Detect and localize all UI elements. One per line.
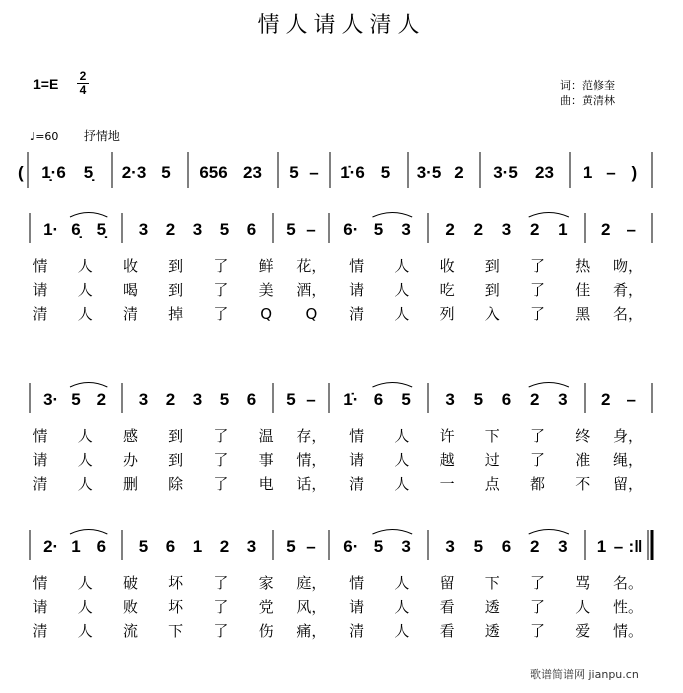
- lyric-char: 家: [258, 574, 274, 592]
- score-note: 5: [473, 537, 484, 556]
- score-note: 2: [601, 390, 611, 409]
- lyric-char: 列: [439, 305, 455, 323]
- lyric-char: 人: [77, 427, 93, 445]
- score-note: 3: [401, 537, 411, 556]
- lyric-char: 了: [213, 451, 229, 469]
- lyric-char: 透: [484, 598, 500, 616]
- score-note: 5: [138, 537, 149, 556]
- lyric-char: 到: [484, 281, 500, 299]
- lyric-char: 电: [258, 475, 274, 493]
- lyric-char: 到: [484, 257, 500, 275]
- key-signature: 1=E: [33, 76, 59, 92]
- score-note: 3: [192, 390, 203, 409]
- slur: [529, 383, 569, 388]
- score-note: 6: [246, 220, 257, 239]
- lyric-char: 爱: [575, 622, 591, 640]
- lyric-char: 请: [349, 598, 365, 616]
- composer-credit: 曲：黄清林: [560, 94, 615, 107]
- score-note: 6: [165, 537, 176, 556]
- score-note: 1: [596, 537, 607, 556]
- lyric-char: 清: [32, 475, 48, 493]
- intro-note: 1̇·6: [340, 163, 365, 182]
- lyric-char: 情: [349, 427, 365, 445]
- lyric-char: 准: [575, 451, 591, 469]
- lyric-char: 热: [575, 257, 591, 275]
- lyric-char: 吃: [439, 281, 455, 299]
- lyric-char: 了: [530, 622, 546, 640]
- score-note: 3: [138, 220, 149, 239]
- lyric-char: 痛，: [296, 622, 327, 640]
- intro-note: 5: [289, 163, 299, 182]
- lyric-char: 收: [439, 257, 455, 275]
- score-note: –: [613, 537, 624, 556]
- lyric-char: 清: [349, 622, 365, 640]
- lyric-char: 终: [575, 427, 591, 445]
- lyric-char: 温: [258, 427, 274, 445]
- lyric-char: 人: [394, 598, 410, 616]
- lyric-char: 除: [168, 475, 184, 493]
- score-note: 3: [558, 390, 568, 409]
- time-signature-top: 2: [79, 69, 87, 83]
- time-signature-bottom: 4: [79, 83, 87, 97]
- lyric-char: 看: [439, 622, 455, 640]
- expression-mark: 抒情地: [83, 129, 120, 143]
- lyric-char: 了: [213, 598, 229, 616]
- score-note: 5: [473, 390, 484, 409]
- lyric-char: 删: [122, 475, 138, 493]
- lyric-char: 人: [394, 451, 410, 469]
- lyric-char: 存，: [296, 427, 327, 445]
- slur: [70, 213, 107, 218]
- lyric-char: 坏: [168, 574, 184, 592]
- score-note: –: [306, 220, 316, 239]
- lyric-char: 情: [349, 574, 365, 592]
- lyric-char: 到: [168, 427, 184, 445]
- score-note: 1: [558, 220, 568, 239]
- lyric-char: 人: [77, 598, 93, 616]
- intro-note: 2: [454, 163, 464, 182]
- lyric-char: 了: [213, 427, 229, 445]
- score-note: 2: [601, 220, 611, 239]
- intro-note: ): [631, 163, 638, 182]
- slur: [70, 383, 107, 388]
- score-note: 5: [286, 390, 296, 409]
- lyric-char: 人: [77, 257, 93, 275]
- lyric-char: 许: [439, 427, 455, 445]
- lyric-char: 党: [258, 598, 274, 616]
- score-note: 6·: [343, 220, 359, 239]
- lyric-char: 了: [213, 257, 229, 275]
- score-note: 5: [219, 390, 230, 409]
- slur: [70, 530, 107, 535]
- score-note: 2: [529, 537, 540, 556]
- lyric-char: 庭，: [296, 574, 327, 592]
- score-note: 3: [138, 390, 149, 409]
- watermark: 歌谱简谱网 jianpu.cn: [530, 668, 639, 681]
- intro-note: 3·5: [493, 163, 518, 182]
- lyric-char: Q: [260, 305, 273, 323]
- lyric-char: 了: [213, 622, 229, 640]
- score-note: 3: [445, 537, 455, 556]
- lyric-char: 人: [77, 305, 93, 323]
- lyric-char: 黑: [575, 305, 591, 323]
- intro-note: 1: [582, 163, 593, 182]
- lyric-char: 清: [349, 475, 365, 493]
- lyric-char: 人: [77, 622, 93, 640]
- intro-open-paren: (: [18, 163, 24, 182]
- score-note: 6: [501, 390, 512, 409]
- score-note: 6: [96, 537, 107, 556]
- lyric-char: 了: [530, 257, 546, 275]
- lyric-char: 伤: [258, 622, 274, 640]
- lyric-char: 下: [168, 622, 184, 640]
- intro-note: –: [606, 163, 616, 182]
- song-title: 情人请人清人: [257, 13, 426, 38]
- lyric-char: 绳，: [612, 451, 644, 469]
- score-note: 2: [529, 220, 540, 239]
- intro-note: 2·3: [121, 163, 147, 182]
- score-note: 1̇·: [343, 390, 359, 409]
- tempo-mark: ♩=60: [30, 130, 59, 143]
- lyric-char: 身，: [612, 427, 644, 445]
- lyric-char: 过: [484, 451, 500, 469]
- score-note: 2: [165, 390, 176, 409]
- lyric-char: 了: [213, 574, 229, 592]
- lyricist-credit: 词：范修奎: [560, 79, 615, 92]
- intro-note: 3·5: [416, 163, 442, 182]
- lyric-char: 情，: [296, 451, 327, 469]
- slur: [373, 530, 413, 535]
- score-note: 1·: [43, 220, 59, 239]
- score-note: –: [626, 220, 636, 239]
- slur: [529, 213, 569, 218]
- lyric-char: 破: [122, 574, 138, 592]
- lyric-char: 人: [394, 475, 410, 493]
- lyric-char: 骂: [575, 574, 591, 592]
- lyric-char: 到: [168, 257, 184, 275]
- intro-note: 5: [161, 163, 171, 182]
- score-note: 2·: [43, 537, 59, 556]
- score-note: :‖: [628, 537, 643, 556]
- score-note: –: [626, 390, 636, 409]
- score-note: –: [306, 390, 316, 409]
- lyric-char: 不: [575, 475, 591, 493]
- slur: [373, 383, 413, 388]
- lyric-char: 清: [32, 305, 48, 323]
- lyric-char: 名。: [612, 574, 644, 592]
- lyric-char: 风，: [296, 598, 327, 616]
- lyric-char: 请: [32, 598, 48, 616]
- lyric-char: 人: [394, 281, 410, 299]
- lyric-char: 吻，: [612, 257, 644, 275]
- lyric-char: 下: [484, 574, 500, 592]
- score-note: 2: [529, 390, 540, 409]
- lyric-char: 事: [258, 451, 274, 469]
- lyric-char: 人: [77, 574, 93, 592]
- score-note: –: [306, 537, 316, 556]
- lyric-char: 情: [32, 574, 48, 592]
- score-note: 5: [286, 537, 296, 556]
- lyric-char: 到: [168, 451, 184, 469]
- lyric-char: 人: [77, 281, 93, 299]
- lyric-char: 都: [530, 475, 546, 493]
- lyric-char: 喝: [122, 281, 138, 299]
- score-note: 2: [473, 220, 484, 239]
- score-note: 5: [286, 220, 296, 239]
- lyric-char: 留: [439, 574, 455, 592]
- lyric-char: 流: [122, 622, 138, 640]
- lyric-char: 一: [439, 475, 455, 493]
- intro-note: 5̣: [83, 163, 94, 182]
- intro-note: 1̣·6: [41, 163, 66, 182]
- score-note: 6̣: [71, 220, 81, 239]
- score-note: 5: [71, 390, 81, 409]
- lyric-char: 情: [32, 257, 48, 275]
- lyric-char: 人: [394, 622, 410, 640]
- lyric-char: 清: [349, 305, 365, 323]
- lyric-char: 花，: [296, 257, 327, 275]
- lyric-char: 清: [122, 305, 138, 323]
- lyric-char: 败: [122, 598, 138, 616]
- lyric-char: 人: [77, 451, 93, 469]
- lyric-char: 下: [484, 427, 500, 445]
- lyric-char: 请: [349, 451, 365, 469]
- score-note: 3: [401, 220, 411, 239]
- score-note: 5: [373, 537, 384, 556]
- lyric-char: 了: [213, 305, 229, 323]
- score-note: 1: [71, 537, 81, 556]
- lyric-char: 人: [394, 305, 410, 323]
- lyric-char: 美: [258, 281, 274, 299]
- lyric-char: 佳: [575, 281, 591, 299]
- score-note: 3: [445, 390, 455, 409]
- score-note: 6: [246, 390, 257, 409]
- intro-note: 23: [535, 163, 554, 182]
- lyric-char: 透: [484, 622, 500, 640]
- score-note: 5: [219, 220, 230, 239]
- lyric-char: 到: [168, 281, 184, 299]
- score-note: 2: [165, 220, 176, 239]
- lyric-char: 点: [484, 475, 500, 493]
- lyric-char: 请: [32, 451, 48, 469]
- lyric-char: 酒，: [296, 281, 327, 299]
- slur: [529, 530, 569, 535]
- lyric-char: 了: [530, 281, 546, 299]
- score-note: 6: [501, 537, 512, 556]
- score-note: 2: [219, 537, 230, 556]
- intro-note: –: [309, 163, 319, 182]
- lyric-char: Q: [305, 305, 318, 323]
- score-note: 3: [246, 537, 257, 556]
- score-note: 3: [192, 220, 203, 239]
- lyric-char: 人: [394, 427, 410, 445]
- lyric-char: 留，: [612, 475, 644, 493]
- lyric-char: 肴，: [612, 281, 644, 299]
- lyric-char: 看: [439, 598, 455, 616]
- lyric-char: 了: [530, 305, 546, 323]
- lyric-char: 越: [439, 451, 455, 469]
- lyric-char: 人: [394, 574, 410, 592]
- lyric-char: 清: [32, 622, 48, 640]
- score-note: 2: [445, 220, 455, 239]
- lyric-char: 情: [349, 257, 365, 275]
- lyric-char: 了: [530, 598, 546, 616]
- lyric-char: 入: [484, 305, 500, 323]
- lyric-char: 人: [77, 475, 93, 493]
- lyric-char: 了: [530, 427, 546, 445]
- score-note: 6·: [343, 537, 359, 556]
- lyric-char: 了: [530, 451, 546, 469]
- lyric-char: 感: [122, 427, 138, 445]
- score-note: 3: [558, 537, 568, 556]
- score-note: 5: [373, 220, 384, 239]
- score-note: 3·: [43, 390, 59, 409]
- lyric-char: 收: [122, 257, 138, 275]
- lyric-char: 请: [32, 281, 48, 299]
- intro-note: 23: [243, 163, 262, 182]
- lyric-char: 掉: [168, 305, 184, 323]
- score-note: 6: [373, 390, 384, 409]
- intro-note: 656: [199, 163, 228, 182]
- lyric-char: 了: [530, 574, 546, 592]
- lyric-char: 性。: [612, 598, 644, 616]
- lyric-char: 话，: [296, 475, 327, 493]
- lyric-char: 了: [213, 475, 229, 493]
- lyric-char: 情。: [612, 622, 644, 640]
- lyric-char: 请: [349, 281, 365, 299]
- slur: [373, 213, 413, 218]
- score-note: 5̣: [96, 220, 107, 239]
- score-note: 1: [192, 537, 203, 556]
- lyric-char: 办: [122, 451, 138, 469]
- lyric-char: 名，: [612, 305, 644, 323]
- intro-note: 5: [380, 163, 391, 182]
- score-note: 5: [401, 390, 411, 409]
- lyric-char: 坏: [168, 598, 184, 616]
- lyric-char: 了: [213, 281, 229, 299]
- score-note: 2: [96, 390, 107, 409]
- score-note: 3: [501, 220, 512, 239]
- lyric-char: 人: [394, 257, 410, 275]
- lyric-char: 人: [575, 598, 591, 616]
- lyric-char: 鲜: [258, 257, 274, 275]
- lyric-char: 情: [32, 427, 48, 445]
